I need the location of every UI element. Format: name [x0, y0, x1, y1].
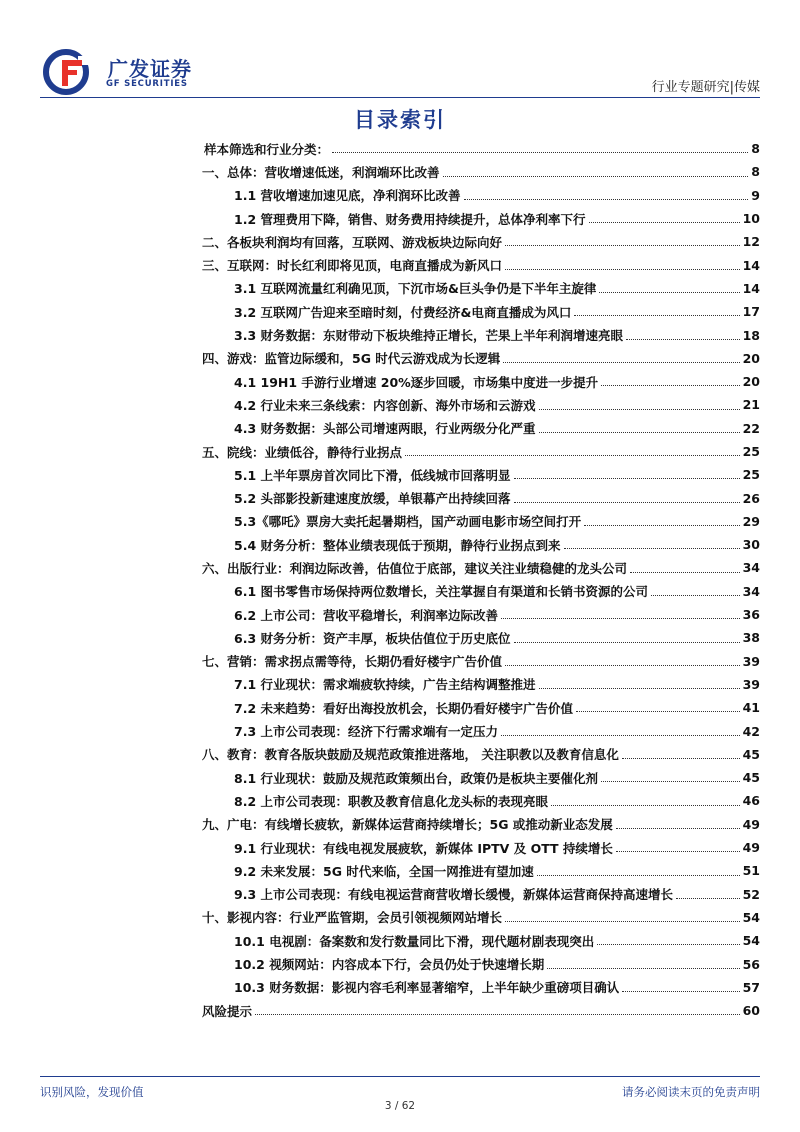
toc-entry-page: 56 [742, 956, 760, 972]
footer-disclaimer: 请务必阅读末页的免责声明 [622, 1085, 760, 1099]
toc-entry-page: 8 [751, 164, 760, 180]
toc-entry-label: 二、各板块利润均有回落，互联网、游戏板块边际向好 [202, 234, 503, 250]
toc-entry-page: 34 [742, 583, 760, 599]
toc-leader-dots [547, 967, 739, 969]
toc-entry-label: 三、互联网：时长红利即将见顶，电商直播成为新风口 [202, 258, 503, 274]
toc-entry[interactable] [40, 952, 760, 975]
toc-entry-label: 5.1 上半年票房首次同比下滑，低线城市回落明显 [234, 467, 511, 483]
toc-leader-dots [539, 687, 740, 689]
toc-leader-dots [574, 314, 739, 316]
toc-leader-dots [622, 757, 740, 759]
toc-entry-page: 60 [742, 1003, 760, 1019]
toc-entry[interactable] [40, 347, 760, 370]
toc-entry-page: 51 [742, 863, 760, 879]
toc-entry-label: 6.1 图书零售市场保持两位数增长，关注掌握自有渠道和长销书资源的公司 [234, 584, 648, 600]
toc-entry-label: 7.1 行业现状：需求端疲软持续，广告主结构调整推进 [234, 677, 536, 693]
toc-entry[interactable] [40, 440, 760, 463]
toc-entry[interactable] [40, 650, 760, 673]
toc-entry-page: 14 [742, 280, 760, 296]
toc-leader-dots [537, 874, 740, 876]
toc-entry-label: 4.1 19H1 手游行业增速 20%逐步回暖，市场集中度进一步提升 [234, 374, 599, 390]
toc-entry[interactable] [40, 626, 760, 649]
header-divider [40, 97, 760, 98]
toc-leader-dots [332, 151, 748, 153]
toc-entry[interactable] [40, 184, 760, 207]
toc-entry[interactable] [40, 743, 760, 766]
toc-entry-label: 1.1 营收增速加速见底，净利润环比改善 [234, 188, 461, 204]
toc-entry-label: 3.1 互联网流量红利确见顶，下沉市场&巨头争仍是下半年主旋律 [234, 281, 597, 297]
toc-entry-page: 20 [742, 374, 760, 390]
company-name-cn: 广发证券 [108, 57, 192, 81]
toc-leader-dots [539, 408, 740, 410]
toc-entry-page: 18 [742, 327, 760, 343]
toc-entry-label: 9.1 行业现状：有线电视发展疲软，新媒体 IPTV 及 OTT 持续增长 [234, 840, 613, 856]
toc-entry-page: 22 [742, 420, 760, 436]
toc-entry-label: 六、出版行业：利润边际改善，估值位于底部，建议关注业绩稳健的龙头公司 [202, 560, 628, 576]
toc-leader-dots [576, 710, 740, 712]
toc-entry[interactable] [40, 556, 760, 579]
toc-leader-dots [601, 780, 740, 782]
toc-entry[interactable] [40, 696, 760, 719]
toc-entry-label: 6.3 财务分析：资产丰厚，板块估值位于历史底位 [234, 630, 511, 646]
toc-entry-page: 49 [742, 816, 760, 832]
toc-leader-dots [505, 268, 740, 270]
toc-entry-label: 10.3 财务数据：影视内容毛利率显著缩窄，上半年缺少重磅项目确认 [234, 980, 620, 996]
toc-entry-label: 9.2 未来发展：5G 时代来临，全国一网推进有望加速 [234, 863, 534, 879]
toc-entry-page: 45 [742, 746, 760, 762]
toc-entry[interactable] [40, 230, 760, 253]
toc-entry-label: 八、教育：教育各版块鼓励及规范政策推进落地， 关注职教以及教育信息化 [202, 747, 619, 763]
toc-entry-label: 3.3 财务数据：东财带动下板块维持正增长，芒果上半年利润增速亮眼 [234, 328, 623, 344]
toc-entry[interactable] [40, 976, 760, 999]
company-name-en: GF SECURITIES [106, 79, 188, 89]
toc-entry[interactable] [40, 766, 760, 789]
toc-entry-page: 38 [742, 630, 760, 646]
toc-entry[interactable] [40, 277, 760, 300]
toc-entry[interactable] [40, 673, 760, 696]
toc-entry-page: 30 [742, 537, 760, 553]
footer-divider [40, 1076, 760, 1077]
toc-entry-page: 26 [742, 490, 760, 506]
toc-entry-label: 九、广电：有线增长疲软，新媒体运营商持续增长；5G 或推动新业态发展 [202, 817, 613, 833]
toc-leader-dots [601, 384, 739, 386]
toc-entry-page: 14 [742, 257, 760, 273]
toc-entry-page: 21 [742, 397, 760, 413]
toc-entry-page: 39 [742, 676, 760, 692]
toc-entry-label: 4.2 行业未来三条线索：内容创新、海外市场和云游戏 [234, 397, 536, 413]
toc-entry-page: 41 [742, 700, 760, 716]
toc-entry-page: 49 [742, 840, 760, 856]
toc-entry-page: 57 [742, 979, 760, 995]
table-of-contents [40, 137, 760, 1022]
toc-leader-dots [676, 897, 740, 899]
toc-leader-dots [589, 221, 740, 223]
toc-entry-label: 8.1 行业现状：鼓励及规范政策频出台，政策仍是板块主要催化剂 [234, 770, 598, 786]
company-logo [42, 48, 222, 96]
toc-entry-label: 五、院线：业绩低谷，静待行业拐点 [202, 444, 403, 460]
toc-entry-label: 10.2 视频网站：内容成本下行，会员仍处于快速增长期 [234, 957, 545, 973]
toc-entry[interactable] [40, 533, 760, 556]
toc-leader-dots [505, 920, 740, 922]
toc-entry[interactable] [40, 836, 760, 859]
toc-entry[interactable] [40, 603, 760, 626]
toc-entry-page: 25 [742, 467, 760, 483]
toc-entry[interactable] [40, 883, 760, 906]
toc-entry-label: 样本筛选和行业分类： [204, 141, 330, 157]
toc-leader-dots [616, 827, 740, 829]
footer-slogan: 识别风险，发现价值 [40, 1085, 144, 1099]
toc-entry[interactable] [40, 486, 760, 509]
toc-entry-label: 5.2 头部影投新建速度放缓，单银幕产出持续回落 [234, 491, 511, 507]
toc-entry[interactable] [40, 929, 760, 952]
toc-entry-label: 四、游戏：监管边际缓和，5G 时代云游戏成为长逻辑 [202, 351, 501, 367]
toc-entry[interactable] [40, 999, 760, 1022]
toc-entry[interactable] [40, 789, 760, 812]
toc-leader-dots [651, 594, 740, 596]
toc-leader-dots [622, 990, 739, 992]
toc-entry-label: 七、营销：需求拐点需等待，长期仍看好楼宇广告价值 [202, 654, 503, 670]
toc-entry[interactable] [40, 393, 760, 416]
toc-entry[interactable] [40, 323, 760, 346]
toc-entry-label: 十、影视内容：行业严监管期，会员引领视频网站增长 [202, 910, 503, 926]
toc-entry-label: 5.3《哪吒》票房大卖托起暑期档，国产动画电影市场空间打开 [234, 514, 582, 530]
toc-entry[interactable] [40, 813, 760, 836]
toc-entry[interactable] [40, 859, 760, 882]
toc-entry-page: 9 [751, 187, 760, 203]
toc-entry-label: 10.1 电视剧：备案数和发行数量同比下滑，现代题材剧表现突出 [234, 933, 595, 949]
toc-leader-dots [630, 571, 740, 573]
toc-leader-dots [626, 338, 740, 340]
toc-entry-page: 36 [742, 607, 760, 623]
toc-leader-dots [597, 943, 739, 945]
toc-entry[interactable] [40, 463, 760, 486]
toc-leader-dots [599, 291, 739, 293]
toc-entry-label: 5.4 财务分析：整体业绩表现低于预期，静待行业拐点到来 [234, 537, 561, 553]
toc-entry-page: 45 [742, 770, 760, 786]
toc-entry-page: 10 [742, 211, 760, 227]
toc-entry-label: 1.2 管理费用下降，销售、财务费用持续提升，总体净利率下行 [234, 211, 586, 227]
toc-entry-page: 34 [742, 560, 760, 576]
toc-entry-label: 4.3 财务数据：头部公司增速两眼，行业两级分化严重 [234, 421, 536, 437]
toc-entry-page: 17 [742, 304, 760, 320]
toc-leader-dots [501, 734, 740, 736]
logo-mark-icon [42, 48, 102, 96]
toc-leader-dots [514, 477, 740, 479]
toc-entry-label: 7.2 未来趋势：看好出海投放机会，长期仍看好楼宇广告价值 [234, 700, 573, 716]
toc-leader-dots [505, 664, 740, 666]
toc-leader-dots [505, 244, 740, 246]
toc-entry[interactable] [40, 580, 760, 603]
page-title: 目录索引 [354, 108, 446, 132]
toc-entry-page: 20 [742, 350, 760, 366]
toc-entry-label: 风险提示 [202, 1003, 253, 1019]
toc-leader-dots [514, 641, 740, 643]
toc-entry-label: 6.2 上市公司：营收平稳增长，利润率边际改善 [234, 607, 498, 623]
toc-entry[interactable] [40, 417, 760, 440]
toc-entry[interactable] [40, 906, 760, 929]
toc-entry-page: 54 [742, 909, 760, 925]
toc-entry[interactable] [40, 253, 760, 276]
toc-entry-page: 54 [742, 933, 760, 949]
toc-entry-label: 7.3 上市公司表现：经济下行需求端有一定压力 [234, 724, 498, 740]
toc-leader-dots [501, 617, 740, 619]
toc-leader-dots [514, 501, 740, 503]
toc-entry-page: 8 [751, 141, 760, 157]
toc-entry[interactable] [40, 137, 760, 160]
toc-entry[interactable] [40, 510, 760, 533]
toc-leader-dots [464, 198, 749, 200]
toc-leader-dots [539, 431, 740, 433]
toc-leader-dots [405, 454, 740, 456]
toc-leader-dots [255, 1013, 740, 1015]
toc-entry[interactable] [40, 300, 760, 323]
toc-entry-label: 3.2 互联网广告迎来至暗时刻，付费经济&电商直播成为风口 [234, 304, 572, 320]
toc-leader-dots [503, 361, 739, 363]
toc-entry-label: 8.2 上市公司表现：职教及教育信息化龙头标的表现亮眼 [234, 793, 548, 809]
toc-entry[interactable] [40, 370, 760, 393]
toc-entry[interactable] [40, 719, 760, 742]
toc-entry-page: 29 [742, 513, 760, 529]
toc-entry-page: 52 [742, 886, 760, 902]
toc-entry-page: 12 [742, 234, 760, 250]
toc-leader-dots [551, 804, 740, 806]
page-number: 3 / 62 [384, 1100, 416, 1112]
toc-entry-page: 42 [742, 723, 760, 739]
toc-entry-page: 39 [742, 653, 760, 669]
toc-leader-dots [584, 524, 739, 526]
toc-entry[interactable] [40, 207, 760, 230]
toc-leader-dots [616, 850, 740, 852]
toc-entry-page: 25 [742, 444, 760, 459]
toc-entry-label: 9.3 上市公司表现：有线电视运营商营收增长缓慢，新媒体运营商保持高速增长 [234, 887, 673, 903]
toc-entry-label: 一、总体：营收增速低迷，利润端环比改善 [202, 164, 440, 180]
toc-entry[interactable] [40, 160, 760, 183]
report-type: 行业专题研究|传媒 [651, 80, 760, 95]
toc-leader-dots [564, 547, 740, 549]
toc-leader-dots [443, 175, 749, 177]
toc-entry-page: 46 [742, 793, 760, 809]
